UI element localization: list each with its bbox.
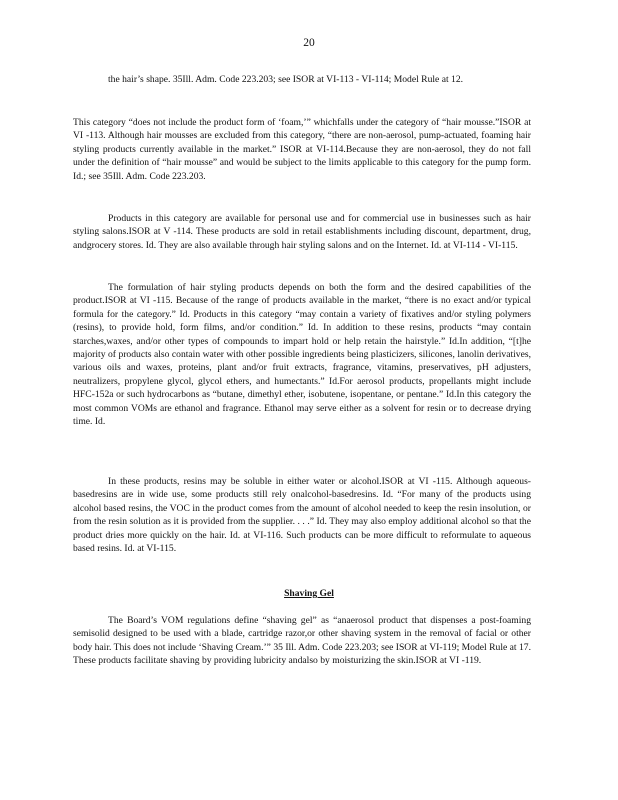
page-number: 20 [303,37,315,49]
paragraph-availability: Products in this category are available for personal use and for commercial use in businesses such as hair styling salons.ISOR at V -114. These products are sold in retail establishments including discount, department, drug, andgrocery stores. Id. They are also available through hair styling salons and on the Internet. Id. at VI-114 - VI-115. [73,213,531,251]
paragraph-resins: In these products, resins may be soluble in either water or alcohol.ISOR at VI -115. Although aqueous-basedresins are in wide use, some products still rely onalcohol-basedresins. Id. “For many of the products using alcohol based resins, the VOC in the product comes from the amount of alcohol needed to keep the resin insolution, or from the resin solution as it is provided from the supplier. . . .” Id. They may also employ additional alcohol so that the product dries more quickly on the hair. Id. at VI-116. Such products can be more difficult to reformulate to aqueous based resins. Id. at VI-115. [73,476,531,555]
paragraph-continuation: the hair’s shape. 35Ill. Adm. Code 223.203; see ISOR at VI-113 - VI-114; Model Rule at 12. [108,74,464,85]
section-heading-shaving-gel: Shaving Gel [284,588,334,599]
paragraph-formulation: The formulation of hair styling products depends on both the form and the desired capabilities of the product.ISOR at VI -115. Because of the range of products available in the market, “there is no exact and/or typical formula for the category.” Id. Products in this category “may contain a variety of fixatives and/or styling polymers (resins), to provide hold, form films, and/or condition.” Id. In addition to these resins, products “may contain starches,waxes, and/or other types of compounds to impart hold or help retain the hairstyle.” Id.In addition, “[t]he majority of products also contain water with other possible ingredients being plasticizers, silicones, lanolin derivatives, various oils and waxes, proteins, plant and/or fruit extracts, fragrance, vitamins, preservatives, pH adjusters, neutralizers, propylene glycol, glycol ethers, and humectants.” Id.For aerosol products, propellants might include HFC-152a or such hydrocarbons as “butane, dimethyl ether, isobutene, isopentane, or pentane.” Id.In this category the most common VOMs are ethanol and fragrance. Ethanol may serve either as a solvent for resin or to decrease drying time. Id. [73,282,531,428]
paragraph-shaving-gel-definition: The Board’s VOM regulations define “shaving gel” as “anaerosol product that dispenses a post-foaming semisolid designed to be used with a blade, cartridge razor,or other shaving system in the removal of facial or other body hair. This does not include ‘Shaving Cream.’” 35 Ill. Adm. Code 223.203; see ISOR at VI-119; Model Rule at 17. These products facilitate shaving by providing lubricity andalso by moisturizing the skin.ISOR at VI -119. [73,615,531,667]
paragraph-hair-mousse-exclusion: This category “does not include the product form of ‘foam,’” whichfalls under the category of “hair mousse.”ISOR at VI -113. Although hair mousses are excluded from this category, “there are non-aerosol, pump-actuated, foaming hair styling products currently available in the market.” ISOR at VI-114.Because they are non-aerosol, they do not fall under the definition of “hair mousse” and would be subject to the limits applicable to this category for the pump form. Id.; see 35Ill. Adm. Code 223.203. [73,117,531,182]
